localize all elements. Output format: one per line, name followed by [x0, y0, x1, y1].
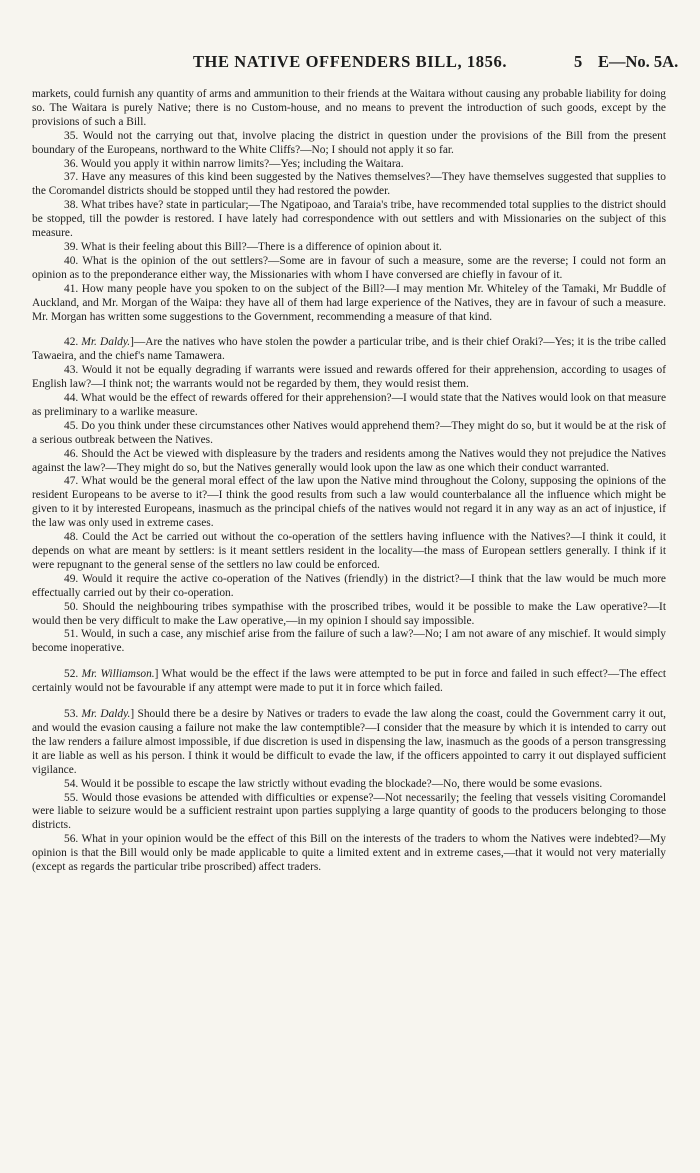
running-title: THE NATIVE OFFENDERS BILL, 1856. — [192, 52, 508, 71]
testimony-paragraph — [32, 88, 666, 130]
paragraph-text: 39. What is their feeling about this Bill?—There is a difference of opinion about it. — [64, 240, 442, 253]
paragraph-text: 38. What tribes have? state in particular;—The Ngatipoao, and Taraia's tribe, have recommended total supplies to the district should be stopped, till the powder is restored. I have lately had correspondence with out settlers and with Missionaries on the subject of this measure. — [32, 199, 666, 240]
paragraph-text: ]—Are the natives who have stolen the powder a particular tribe, and is their chief Oraki?—Yes; it is the tribe called Tawaeira, and the chief's name Tamawera. — [32, 336, 666, 363]
paragraph-text: markets, could furnish any quantity of arms and ammunition to their friends at the Waitara without causing any probable liability for doing so. The Waitara is purely Native; there is no Custom-house, and no means to prevent the introduction of such goods, except by the provisions of such a Bill. — [32, 88, 666, 128]
paragraph-text: ] Should there be a desire by Natives or traders to evade the law along the coast, could the Government carry it out, and would the evasion causing a failure not make the law contemptible?—I consider that the measure by which it is intended to carry out the law renders a failure almost impossible, if due discretion is used in dispensing the law, inasmuch as the goods of a person transgressing it are liable as well as his person. I think it would be difficult to evade the law, if the officers appointed to carry it out displayed sufficient vigilance. — [32, 708, 666, 776]
paragraph-text: 46. Should the Act be viewed with displeasure by the traders and residents among the Natives would they not prejudice the Natives against the law?—They might do so, but the Natives generally would look upon the law as one which their conduct warranted. — [32, 447, 666, 474]
question-number: 42. — [64, 336, 82, 349]
paragraph-text: 35. Would not the carrying out that, involve placing the district in question under the provisions of the Bill from the present boundary of the Europeans, northward to the White Cliffs?—No; I should not apply it so far. — [32, 129, 666, 156]
testimony-paragraph — [32, 573, 666, 601]
paragraph-text: 50. Should the neighbouring tribes sympathise with the proscribed tribes, would it be possible to make the Law operative?—It would then be very difficult to make the Law operative,—in my opinion I should say impossible. — [32, 600, 666, 627]
testimony-paragraph — [32, 708, 666, 778]
paragraph-text: 43. Would it not be equally degrading if warrants were issued and rewards offered for their apprehension, according to usages of English law?—I think not; the warrants would not be regarded by them, they would resist them. — [32, 364, 666, 391]
testimony-paragraph — [32, 130, 666, 158]
testimony-paragraph — [32, 283, 666, 325]
paragraph-text: 37. Have any measures of this kind been suggested by the Natives themselves?—They have themselves suggested that supplies to the Coromandel districts should be stopped until they had restored the powder. — [32, 171, 666, 198]
question-number: 53. — [64, 708, 82, 721]
paragraph-text: 45. Do you think under these circumstances other Natives would apprehend them?—They might do so, but it would be at the risk of a serious outbreak between the Natives. — [32, 419, 666, 446]
speaker-name: Mr. Daldy. — [81, 708, 131, 721]
paragraph-text: 48. Could the Act be carried out without the co-operation of the settlers having influence with the Natives?—I think it could, it depends on what are meant by settlers: is it meant settlers resident in the locality—the mass of European settlers generally. I think if it were repugnant to the general sense of the settlers no law could be enforced. — [32, 531, 666, 571]
paragraph-text: 41. How many people have you spoken to on the subject of the Bill?—I may mention Mr. Whiteley of the Tamaki, Mr Buddle of Auckland, and Mr. Morgan of the Waipa: they have all of them had large experience of the Natives, they are in favour of such a measure. Mr. Morgan has written some suggestions to the Government, recommending a measure of that kind. — [32, 282, 666, 323]
testimony-paragraph — [32, 531, 666, 573]
testimony-paragraph — [32, 601, 666, 629]
page-number: 5 — [574, 52, 583, 71]
testimony-paragraph — [32, 241, 666, 255]
testimony-paragraph — [32, 392, 666, 420]
paragraph-text: 44. What would be the effect of rewards offered for their apprehension?—I would state that the Natives would look on that measure as preliminary to a warlike measure. — [32, 392, 666, 418]
paragraph-text: 54. Would it be possible to escape the law strictly without evading the blockade?—No, there would be some evasions. — [64, 777, 603, 790]
paragraph-text: 47. What would be the general moral effect of the law upon the Native mind throughout the Colony, supposing the opinions of the resident Europeans to be averse to it?—I think the good results from such a law would counterbalance all the influence which might be given to it by interested Europeans, inasmuch as the principal chiefs of the natives would not regard it in any way as an act of injustice, if the law was only used in extreme cases. — [32, 475, 666, 530]
speaker-name: Mr. Daldy. — [81, 336, 131, 349]
testimony-paragraph — [32, 255, 666, 283]
testimony-paragraph — [32, 420, 666, 448]
testimony-paragraph — [32, 792, 666, 834]
testimony-paragraph — [32, 336, 666, 364]
paragraph-text: 51. Would, in such a case, any mischief arise from the failure of such a law?—No; I am not aware of any mischief. It would simply become inoperative. — [32, 628, 666, 655]
testimony-paragraph — [32, 199, 666, 241]
testimony-paragraph — [32, 364, 666, 392]
paragraph-text: ] What would be the effect if the laws were attempted to be put in force and failed in such effect?—The effect certainly would not be favourable if any attempt were made to put it in force which failed. — [32, 668, 666, 695]
question-number: 52. — [64, 668, 82, 681]
paragraph-text: 55. Would those evasions be attended with difficulties or expense?—Not necessarily; the feeling that vessels visiting Coromandel were liable to seizure would be a sufficient restraint upon parties supplying a large quantity of goods to the producers belonging to those districts. — [32, 791, 666, 832]
testimony-paragraph — [32, 171, 666, 199]
paragraph-text: 36. Would you apply it within narrow limits?—Yes; including the Waitara. — [64, 157, 404, 170]
page-header — [0, 52, 700, 78]
document-code: E—No. 5A. — [598, 52, 679, 71]
testimony-paragraph — [32, 628, 666, 656]
testimony-paragraph — [32, 158, 666, 172]
paragraph-text: 40. What is the opinion of the out settlers?—Some are in favour of such a measure, some are the reverse; I could not form an opinion as to the preponderance either way, the Missionaries with whom I have conversed are chiefly in favour of it. — [32, 254, 666, 281]
paragraph-text: 56. What in your opinion would be the effect of this Bill on the interests of the traders to whom the Natives were indebted?—My opinion is that the Bill would only be made applicable to quite a limited extent and in extreme cases,—that it would not very materially (except as regards the particular tribe proscribed) affect traders. — [32, 833, 666, 874]
speaker-name: Mr. Williamson. — [81, 668, 155, 681]
testimony-paragraph — [32, 475, 666, 531]
document-body — [32, 88, 666, 875]
paragraph-text: 49. Would it require the active co-operation of the Natives (friendly) in the district?—I think that the law would be much more effectually carried out by their co-operation. — [32, 572, 666, 599]
testimony-paragraph — [32, 668, 666, 696]
testimony-paragraph — [32, 448, 666, 476]
testimony-paragraph — [32, 833, 666, 875]
testimony-paragraph — [32, 778, 666, 792]
